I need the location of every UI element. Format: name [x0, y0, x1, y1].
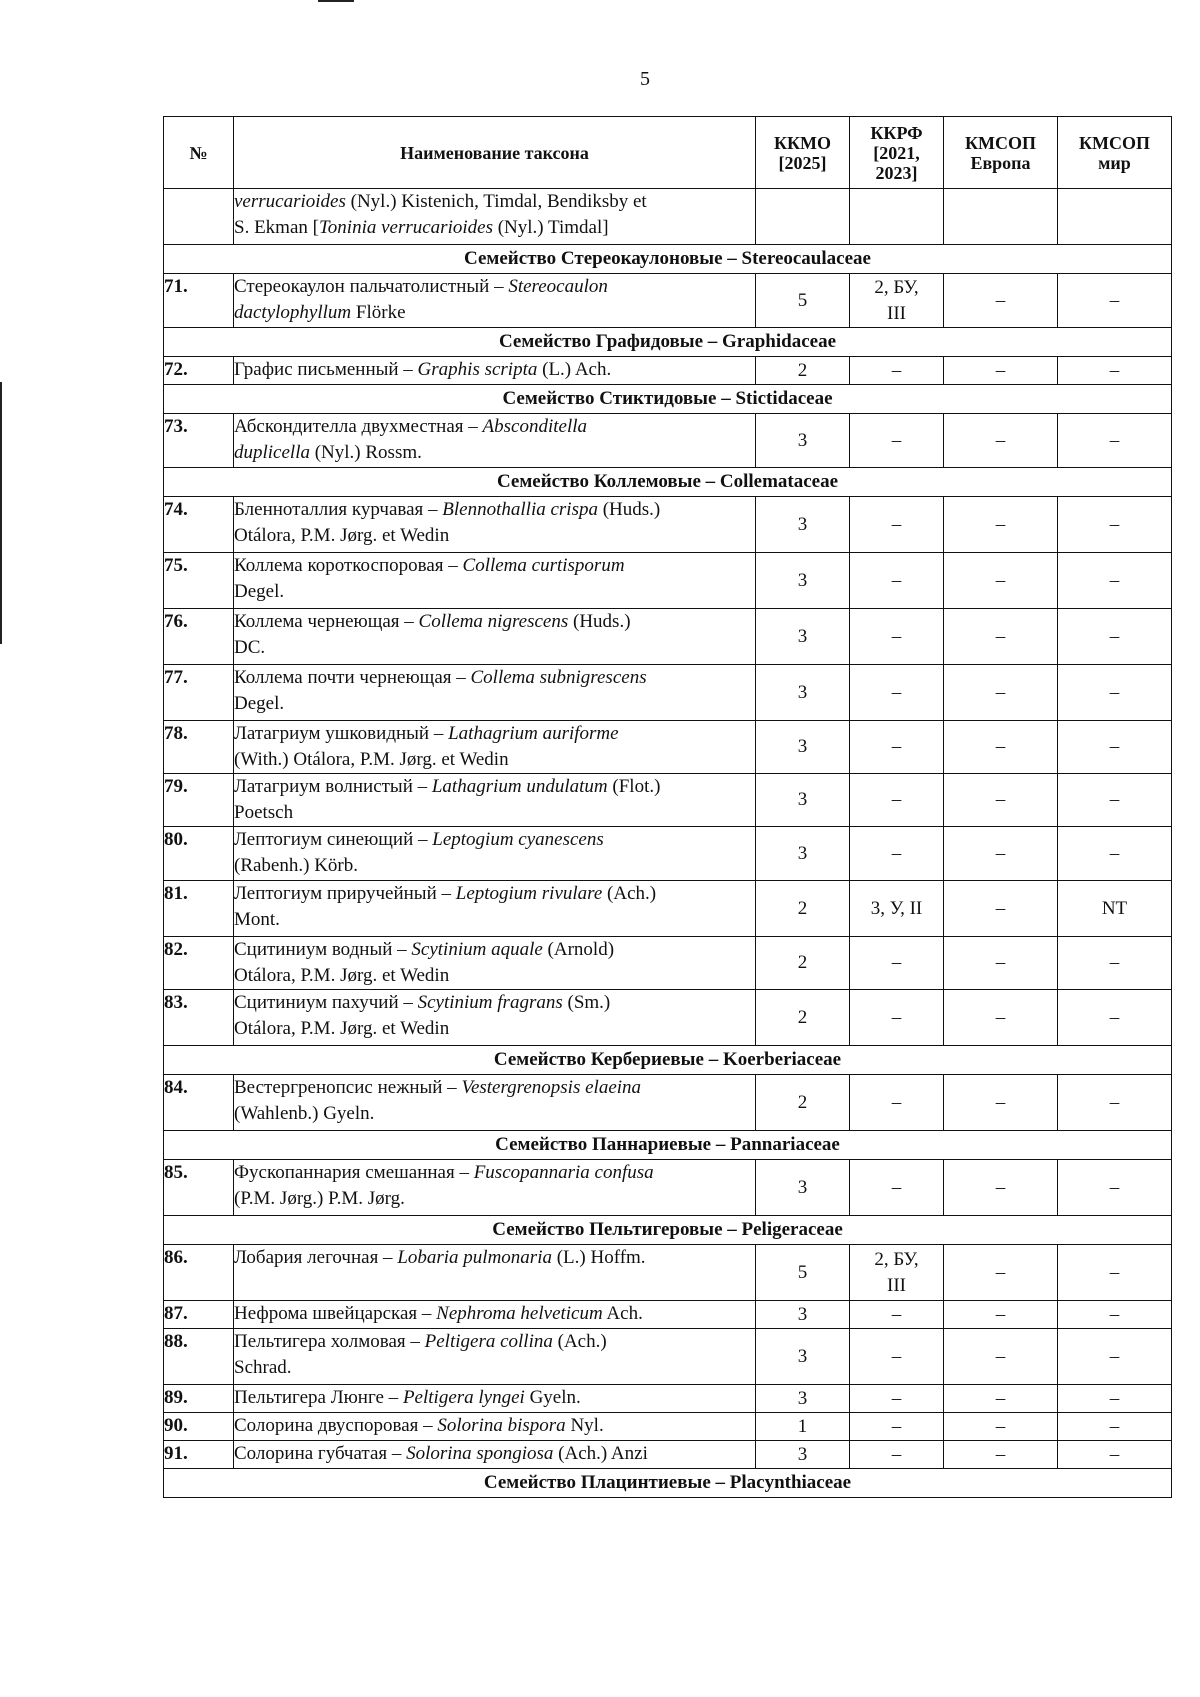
kmsop-world-status: –	[1058, 1441, 1172, 1469]
family-label: Семейство Плацинтиевые – Placynthiaceae	[164, 1469, 1172, 1498]
russian-name: Нефрома швейцарская –	[234, 1303, 437, 1324]
russian-name: Латагриум ушковидный –	[234, 723, 449, 744]
author-citation: Otálora, P.M. Jørg. et Wedin	[234, 1018, 450, 1039]
taxon-number	[164, 189, 234, 245]
taxon-row	[164, 497, 1172, 553]
author-citation: Gyeln.	[524, 1387, 581, 1408]
kmsop-europe-status: –	[944, 274, 1058, 328]
kmsop-europe-status: –	[944, 1385, 1058, 1413]
kkmo-status: 3	[756, 609, 850, 665]
kkrf-status: –	[850, 1441, 944, 1469]
taxon-name	[234, 1329, 756, 1385]
family-row	[164, 1131, 1172, 1160]
kmsop-world-status: –	[1058, 274, 1172, 328]
taxon-row	[164, 414, 1172, 468]
kmsop-europe-status: –	[944, 414, 1058, 468]
author-citation: (L.) Ach.	[537, 359, 612, 380]
russian-name: Пельтигера холмовая –	[234, 1331, 425, 1352]
family-label: Семейство Кербериевые – Koerberiaceae	[164, 1046, 1172, 1075]
kkmo-status: 3	[756, 1441, 850, 1469]
kmsop-world-status	[1058, 189, 1172, 245]
russian-name: Стереокаулон пальчатолистный –	[234, 276, 509, 297]
family-row	[164, 385, 1172, 414]
kmsop-world-status: NT	[1058, 881, 1172, 937]
taxon-number: 78.	[164, 721, 234, 774]
kkrf-status: –	[850, 721, 944, 774]
kkrf-status: 2, БУ, III	[850, 1245, 944, 1301]
taxon-name	[234, 937, 756, 990]
kkrf-status: 2, БУ, III	[850, 274, 944, 328]
latin-name: verrucarioides	[234, 191, 346, 212]
author-citation: S. Ekman [	[234, 217, 319, 238]
kkmo-status: 3	[756, 827, 850, 881]
taxon-number: 86.	[164, 1245, 234, 1301]
russian-name: Лобария легочная –	[234, 1247, 398, 1268]
taxon-number: 87.	[164, 1301, 234, 1329]
kmsop-world-status: –	[1058, 990, 1172, 1046]
kkmo-status: 3	[756, 1385, 850, 1413]
taxon-row	[164, 1075, 1172, 1131]
kkrf-status: –	[850, 1160, 944, 1216]
taxon-row	[164, 774, 1172, 827]
kkmo-status: 3	[756, 1301, 850, 1329]
taxon-row	[164, 1329, 1172, 1385]
latin-name: Collema subnigrescens	[470, 667, 647, 688]
latin-name: Leptogium rivulare	[455, 883, 603, 904]
header-kkrf: ККРФ [2021, 2023]	[850, 117, 944, 189]
latin-name: Solorina bispora	[437, 1415, 566, 1436]
author-citation: (L.) Hoffm.	[551, 1247, 646, 1268]
latin-name: Lathagrium undulatum	[431, 776, 608, 797]
taxon-name	[234, 274, 756, 328]
taxon-row	[164, 990, 1172, 1046]
taxon-number: 88.	[164, 1329, 234, 1385]
family-row	[164, 245, 1172, 274]
kmsop-world-status: –	[1058, 665, 1172, 721]
kkrf-status: –	[850, 1329, 944, 1385]
author-citation: (Ach.)	[602, 883, 657, 904]
kmsop-europe-status: –	[944, 497, 1058, 553]
kkmo-status: 3	[756, 665, 850, 721]
author-citation: Otálora, P.M. Jørg. et Wedin	[234, 525, 450, 546]
kkrf-status: –	[850, 1075, 944, 1131]
russian-name: Солорина губчатая –	[234, 1443, 407, 1464]
taxon-name	[234, 1075, 756, 1131]
author-citation: (Nyl.) Kistenich, Timdal, Bendiksby et	[345, 191, 647, 212]
kkrf-status: –	[850, 553, 944, 609]
latin-name: Collema nigrescens	[418, 611, 569, 632]
taxon-name	[234, 721, 756, 774]
author-citation: Otálora, P.M. Jørg. et Wedin	[234, 965, 450, 986]
kmsop-world-status: –	[1058, 1413, 1172, 1441]
kmsop-world-status: –	[1058, 1245, 1172, 1301]
kkrf-status: –	[850, 1301, 944, 1329]
taxon-row	[164, 1413, 1172, 1441]
taxon-row	[164, 189, 1172, 245]
latin-name: Peltigera lyngei	[402, 1387, 525, 1408]
latin-synonym: Toninia verrucarioides	[318, 217, 493, 238]
author-citation: (Wahlenb.) Gyeln.	[234, 1103, 375, 1124]
latin-name: Nephroma helveticum	[436, 1303, 603, 1324]
family-row	[164, 328, 1172, 357]
taxon-name	[234, 1245, 756, 1301]
author-citation: (Sm.)	[562, 992, 611, 1013]
latin-name: duplicella	[234, 442, 310, 463]
taxon-name	[234, 665, 756, 721]
latin-name: Stereocaulon	[508, 276, 608, 297]
kkrf-status: –	[850, 1385, 944, 1413]
author-citation: Poetsch	[234, 802, 294, 823]
kkrf-status: –	[850, 774, 944, 827]
taxon-name	[234, 414, 756, 468]
latin-name: Graphis scripta	[417, 359, 538, 380]
kkmo-status: 2	[756, 990, 850, 1046]
latin-name: Peltigera collina	[424, 1331, 553, 1352]
kmsop-world-status: –	[1058, 774, 1172, 827]
kkmo-status: 3	[756, 414, 850, 468]
taxon-row	[164, 357, 1172, 385]
taxon-row	[164, 609, 1172, 665]
kmsop-europe-status: –	[944, 665, 1058, 721]
russian-name: Вестергренопсис нежный –	[234, 1077, 462, 1098]
kmsop-europe-status: –	[944, 357, 1058, 385]
kmsop-europe-status: –	[944, 553, 1058, 609]
kmsop-europe-status: –	[944, 1160, 1058, 1216]
kkrf-status: –	[850, 357, 944, 385]
kkrf-status: 3, У, II	[850, 881, 944, 937]
kmsop-world-status: –	[1058, 609, 1172, 665]
russian-name: Абскондителла двухместная –	[234, 416, 483, 437]
taxon-row	[164, 1441, 1172, 1469]
author-citation: (Arnold)	[542, 939, 615, 960]
author-citation: Nyl.	[565, 1415, 604, 1436]
author-citation: (Flot.)	[607, 776, 661, 797]
taxon-row	[164, 721, 1172, 774]
author-citation: Degel.	[234, 581, 285, 602]
binding-mark	[0, 382, 2, 644]
taxon-row	[164, 1301, 1172, 1329]
kmsop-europe-status: –	[944, 774, 1058, 827]
kkrf-status: –	[850, 827, 944, 881]
latin-name: Collema curtisporum	[462, 555, 625, 576]
family-row	[164, 1469, 1172, 1498]
kkmo-status: 2	[756, 357, 850, 385]
family-row	[164, 1046, 1172, 1075]
kkmo-status: 3	[756, 497, 850, 553]
taxon-row	[164, 274, 1172, 328]
taxon-number: 76.	[164, 609, 234, 665]
kmsop-europe-status: –	[944, 609, 1058, 665]
taxon-number: 82.	[164, 937, 234, 990]
author-citation: Flörke	[351, 302, 406, 323]
author-citation: (Rabenh.) Körb.	[234, 855, 358, 876]
top-scan-mark	[318, 0, 354, 2]
kmsop-europe-status: –	[944, 827, 1058, 881]
russian-name: Коллема короткоспоровая –	[234, 555, 463, 576]
kkrf-status: –	[850, 990, 944, 1046]
kmsop-europe-status	[944, 189, 1058, 245]
taxon-name	[234, 1413, 756, 1441]
kkmo-status: 3	[756, 553, 850, 609]
kkrf-status: –	[850, 609, 944, 665]
kmsop-europe-status: –	[944, 1301, 1058, 1329]
kkrf-status: –	[850, 414, 944, 468]
taxon-number: 75.	[164, 553, 234, 609]
latin-name: Leptogium cyanescens	[432, 829, 604, 850]
taxon-number: 91.	[164, 1441, 234, 1469]
taxon-number: 90.	[164, 1413, 234, 1441]
kmsop-world-status: –	[1058, 357, 1172, 385]
russian-name: Графис письменный –	[234, 359, 418, 380]
taxon-row	[164, 1245, 1172, 1301]
taxon-name	[234, 1160, 756, 1216]
author-citation: Ach.	[602, 1303, 643, 1324]
taxon-name	[234, 990, 756, 1046]
author-citation: DC.	[234, 637, 266, 658]
latin-name: dactylophyllum	[234, 302, 352, 323]
russian-name: Фускопаннария смешанная –	[234, 1162, 474, 1183]
latin-name: Blennothallia crispa	[442, 499, 598, 520]
taxon-number: 73.	[164, 414, 234, 468]
kmsop-world-status: –	[1058, 1301, 1172, 1329]
family-label: Семейство Графидовые – Graphidaceae	[164, 328, 1172, 357]
kkmo-status	[756, 189, 850, 245]
kmsop-europe-status: –	[944, 1245, 1058, 1301]
taxon-name	[234, 881, 756, 937]
header-kkmo: ККМО [2025]	[756, 117, 850, 189]
author-citation: (With.) Otálora, P.M. Jørg. et Wedin	[234, 749, 509, 770]
kmsop-world-status: –	[1058, 1075, 1172, 1131]
kkrf-status: –	[850, 497, 944, 553]
taxon-name	[234, 827, 756, 881]
russian-name: Лептогиум приручейный –	[234, 883, 456, 904]
taxon-row	[164, 881, 1172, 937]
taxon-row	[164, 1160, 1172, 1216]
taxon-name	[234, 1441, 756, 1469]
author-citation: Mont.	[234, 909, 280, 930]
kmsop-world-status: –	[1058, 1160, 1172, 1216]
russian-name: Пельтигера Люнге –	[234, 1387, 403, 1408]
kkmo-status: 2	[756, 937, 850, 990]
taxon-name	[234, 774, 756, 827]
taxon-name	[234, 1385, 756, 1413]
family-label: Семейство Паннариевые – Pannariaceae	[164, 1131, 1172, 1160]
kmsop-world-status: –	[1058, 721, 1172, 774]
taxon-number: 71.	[164, 274, 234, 328]
taxon-name	[234, 189, 756, 245]
russian-name: Лептогиум синеющий –	[234, 829, 433, 850]
kkrf-status: –	[850, 1413, 944, 1441]
author-citation: (Nyl.) Rossm.	[309, 442, 422, 463]
russian-name: Сцитиниум пахучий –	[234, 992, 418, 1013]
header-kmsop-world: КМСОП мир	[1058, 117, 1172, 189]
family-label: Семейство Пельтигеровые – Peligeraceae	[164, 1216, 1172, 1245]
header-name: Наименование таксона	[234, 117, 756, 189]
kkrf-status	[850, 189, 944, 245]
kmsop-europe-status: –	[944, 1329, 1058, 1385]
header-num: №	[164, 117, 234, 189]
table-body	[164, 189, 1172, 1498]
author-citation: (Huds.)	[597, 499, 661, 520]
author-citation: (P.M. Jørg.) P.M. Jørg.	[234, 1188, 405, 1209]
russian-name: Коллема почти чернеющая –	[234, 667, 471, 688]
taxon-number: 81.	[164, 881, 234, 937]
table-header-row	[164, 117, 1172, 189]
taxon-number: 83.	[164, 990, 234, 1046]
kkrf-status: –	[850, 665, 944, 721]
taxon-row	[164, 665, 1172, 721]
russian-name: Сцитиниум водный –	[234, 939, 412, 960]
kmsop-europe-status: –	[944, 1413, 1058, 1441]
taxon-number: 74.	[164, 497, 234, 553]
kkmo-status: 3	[756, 774, 850, 827]
author-citation: (Huds.)	[568, 611, 631, 632]
family-row	[164, 1216, 1172, 1245]
taxon-name	[234, 609, 756, 665]
taxon-name	[234, 553, 756, 609]
taxon-number: 85.	[164, 1160, 234, 1216]
kmsop-world-status: –	[1058, 414, 1172, 468]
author-citation: Degel.	[234, 693, 285, 714]
kmsop-world-status: –	[1058, 1385, 1172, 1413]
author-citation: (Ach.)	[552, 1331, 607, 1352]
author-citation: Schrad.	[234, 1357, 292, 1378]
taxon-number: 79.	[164, 774, 234, 827]
kmsop-world-status: –	[1058, 553, 1172, 609]
kkmo-status: 2	[756, 1075, 850, 1131]
latin-name: Absconditella	[482, 416, 587, 437]
latin-name: Lathagrium auriforme	[448, 723, 619, 744]
latin-name: Fuscopannaria confusa	[473, 1162, 654, 1183]
latin-name: Lobaria pulmonaria	[397, 1247, 552, 1268]
taxon-number: 80.	[164, 827, 234, 881]
family-label: Семейство Коллемовые – Collemataceae	[164, 468, 1172, 497]
latin-name: Scytinium aquale	[411, 939, 543, 960]
kkrf-status: –	[850, 937, 944, 990]
taxon-number: 77.	[164, 665, 234, 721]
kmsop-europe-status: –	[944, 937, 1058, 990]
taxon-row	[164, 937, 1172, 990]
latin-name: Vestergrenopsis elaeina	[461, 1077, 642, 1098]
page-number: 5	[640, 68, 650, 90]
taxon-number: 84.	[164, 1075, 234, 1131]
kmsop-europe-status: –	[944, 990, 1058, 1046]
kkmo-status: 2	[756, 881, 850, 937]
author-citation: (Nyl.) Timdal]	[492, 217, 609, 238]
kkmo-status: 3	[756, 1329, 850, 1385]
kmsop-world-status: –	[1058, 1329, 1172, 1385]
kkmo-status: 3	[756, 721, 850, 774]
kkmo-status: 5	[756, 1245, 850, 1301]
kmsop-world-status: –	[1058, 827, 1172, 881]
kmsop-europe-status: –	[944, 1075, 1058, 1131]
kmsop-europe-status: –	[944, 721, 1058, 774]
taxa-table	[163, 116, 1172, 1498]
russian-name: Солорина двуспоровая –	[234, 1415, 438, 1436]
latin-name: Solorina spongiosa	[406, 1443, 554, 1464]
author-citation: (Ach.) Anzi	[553, 1443, 648, 1464]
taxon-row	[164, 553, 1172, 609]
kkmo-status: 1	[756, 1413, 850, 1441]
taxon-number: 72.	[164, 357, 234, 385]
russian-name: Коллема чернеющая –	[234, 611, 419, 632]
kmsop-europe-status: –	[944, 1441, 1058, 1469]
taxon-name	[234, 1301, 756, 1329]
family-label: Семейство Стереокаулоновые – Stereocaulaceae	[164, 245, 1172, 274]
taxon-number: 89.	[164, 1385, 234, 1413]
family-label: Семейство Стиктидовые – Stictidaceae	[164, 385, 1172, 414]
family-row	[164, 468, 1172, 497]
taxon-row	[164, 1385, 1172, 1413]
latin-name: Scytinium fragrans	[417, 992, 563, 1013]
kmsop-world-status: –	[1058, 937, 1172, 990]
kkmo-status: 5	[756, 274, 850, 328]
taxon-row	[164, 827, 1172, 881]
header-kmsop-europe: КМСОП Европа	[944, 117, 1058, 189]
russian-name: Латагриум волнистый –	[234, 776, 432, 797]
taxon-name	[234, 357, 756, 385]
kmsop-europe-status: –	[944, 881, 1058, 937]
kmsop-world-status: –	[1058, 497, 1172, 553]
russian-name: Бленноталлия курчавая –	[234, 499, 443, 520]
taxon-name	[234, 497, 756, 553]
kkmo-status: 3	[756, 1160, 850, 1216]
